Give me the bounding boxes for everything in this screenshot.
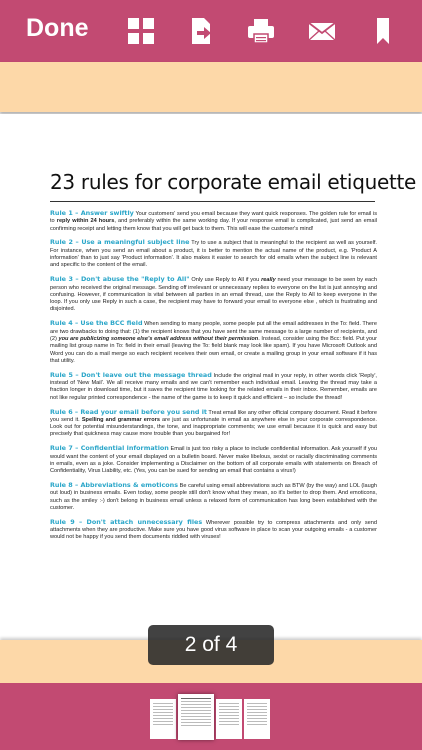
page-thumbnail-4[interactable]: [244, 699, 270, 739]
rule-text: , and preferably within the same working day. If your response email is complicated, just send an email confirming receipt and letting them know that you will get back to them. This will ease the customer's mind!: [50, 218, 378, 232]
page-thumbnail-2[interactable]: [178, 694, 214, 740]
rule-heading: Rule 5 – Don't leave out the message thread: [50, 370, 212, 379]
top-toolbar: [0, 0, 422, 62]
rule-paragraph: [50, 320, 377, 365]
rule-text: are just as unfortunate in email as anywhere else in your corporate correspondence. Look out for potential misunderstandings, the tone, and inappropriate comments; we use email because it is quick and easy but precisely that quickness may cause more trouble than you bargained for!: [50, 416, 377, 438]
rule-paragraph: [50, 519, 377, 542]
rule-heading: Rule 4 – Use the BCC field: [50, 319, 143, 328]
rule-paragraph: [50, 445, 377, 475]
rule-text: Only use Reply to All if you: [189, 277, 262, 284]
export-icon[interactable]: [186, 16, 216, 46]
rule-heading: Rule 2 – Use a meaningful subject line: [50, 238, 190, 247]
rule-text: Treat email like any other official company document. Read it before you send it.: [50, 409, 377, 423]
document-page[interactable]: [0, 114, 422, 640]
rule-text: When sending to many people, some people put all the email addresses in the To: field. There are two drawbacks to doing that: (1) the recipient knows that you have sent the same message to a large number of recipients, and (2): [50, 321, 377, 342]
rule-text: . Instead, consider using the Bcc: field. Put your mailing list group name in To: field in their email (leaving the To: field blank may look like spam). If you have Microsoft Outlook and Word you can do a mail merge so each recipient receives their own email, or create a mailing group in your email software if it has that utility.: [50, 335, 378, 364]
done-button[interactable]: Done: [26, 14, 89, 42]
rule-text: reply within 24 hours: [56, 218, 115, 225]
rule-paragraph: [50, 239, 377, 269]
rule-text: Include the original mail in your reply, in other words click 'Reply', instead of 'New Mail'. We all receive many emails and we can't remember each individual email. Leaving the thread may take a fraction longer in download time, but it saves the recipient time looking for the related emails in their inbox. Remember, emails are not like regular printed correspondence - the name of the game is to keep it quick and efficient – so include the thread!: [50, 372, 377, 401]
rule-paragraph: [50, 210, 377, 233]
rule-paragraph: [50, 409, 377, 439]
print-icon[interactable]: [246, 16, 276, 46]
page-thumbnail-1[interactable]: [150, 699, 176, 739]
rule-heading: Rule 8 – Abbreviations & emoticons: [50, 481, 179, 490]
rule-text: really: [261, 277, 276, 284]
rules-list: [50, 210, 377, 548]
rule-heading: Rule 3 – Don't abuse the "Reply to All": [50, 275, 190, 284]
rule-paragraph: [50, 372, 377, 402]
rule-text: Your customers' send you email because they want quick responses. The golden rule for email is to: [50, 211, 377, 225]
rule-text: need your message to be seen by each person who received the original message. Sending off irrelevant or unnecessary replies to everyone on the list is just annoying and confusing. However, if communication is vital between all parties in an email thread, use the Reply to All to keep everyone in the loop. If you only use Reply in such a case, the recipient may have to forward your email to everyone else , which is frustrating and disjointed.: [50, 277, 377, 313]
rule-text: Wherever possible try to compress attachments and only send attachments when they are productive. Make sure you have good virus software in place to scan your outgoing emails - a customer would not be happy if you send them documents riddled with viruses!: [50, 519, 377, 541]
grid-icon[interactable]: [126, 16, 156, 46]
rule-text: Try to use a subject that is meaningful to the recipient as well as yourself. For instance, when you send an email about a product, it is better to mention the actual name of the product, e.g. 'Product A information' than to just say 'Product information'. It also makes it easier to search for old emails when the subject line is relevant and specific to the content of the email.: [50, 240, 377, 269]
bookmark-icon[interactable]: [368, 16, 398, 46]
rule-text: you are publicizing someone else's email address without their permission: [58, 335, 259, 342]
rule-text: Email is just too risky a place to include confidential information. Ask yourself if you would want the content of your email displayed on a bulletin board. Never make libelous, sexist or racially discriminating comments in emails, even as a joke. Consider implementing a Disclaimer on the bottom of all corporate emails with statements on Breach of Confidentiality, Virus Liability, etc. (Yes, you can be sued for sending an email that contains a virus!): [50, 446, 377, 475]
rule-paragraph: [50, 276, 377, 313]
rule-text: Be careful using email abbreviations such as BTW (by the way) and LOL (laugh out loud) in business emails. Even today, some people still don't know what they mean, so it's better to drop them. And emoticons, such as the smiley :-) don't belong in business email unless a relaxed form of communication has long been established with the customer.: [50, 483, 377, 511]
title-underline: [50, 201, 375, 202]
rule-heading: Rule 1 – Answer swiftly: [50, 209, 134, 217]
document-title: 23 rules for corporate email etiquette: [50, 170, 417, 194]
page-indicator: 2 of 4: [148, 625, 274, 665]
page-gap-top: [0, 62, 422, 112]
mail-icon[interactable]: [307, 16, 337, 46]
rule-paragraph: [50, 482, 377, 512]
page-thumbnail-3[interactable]: [216, 699, 242, 739]
rule-heading: Rule 9 – Don't attach unnecessary files: [50, 517, 203, 526]
rule-text: Spelling and grammar errors: [81, 416, 160, 423]
thumbnail-strip[interactable]: [0, 683, 422, 750]
rule-heading: Rule 7 – Confidential information: [50, 444, 169, 453]
rule-heading: Rule 6 – Read your email before you send it: [50, 407, 207, 416]
